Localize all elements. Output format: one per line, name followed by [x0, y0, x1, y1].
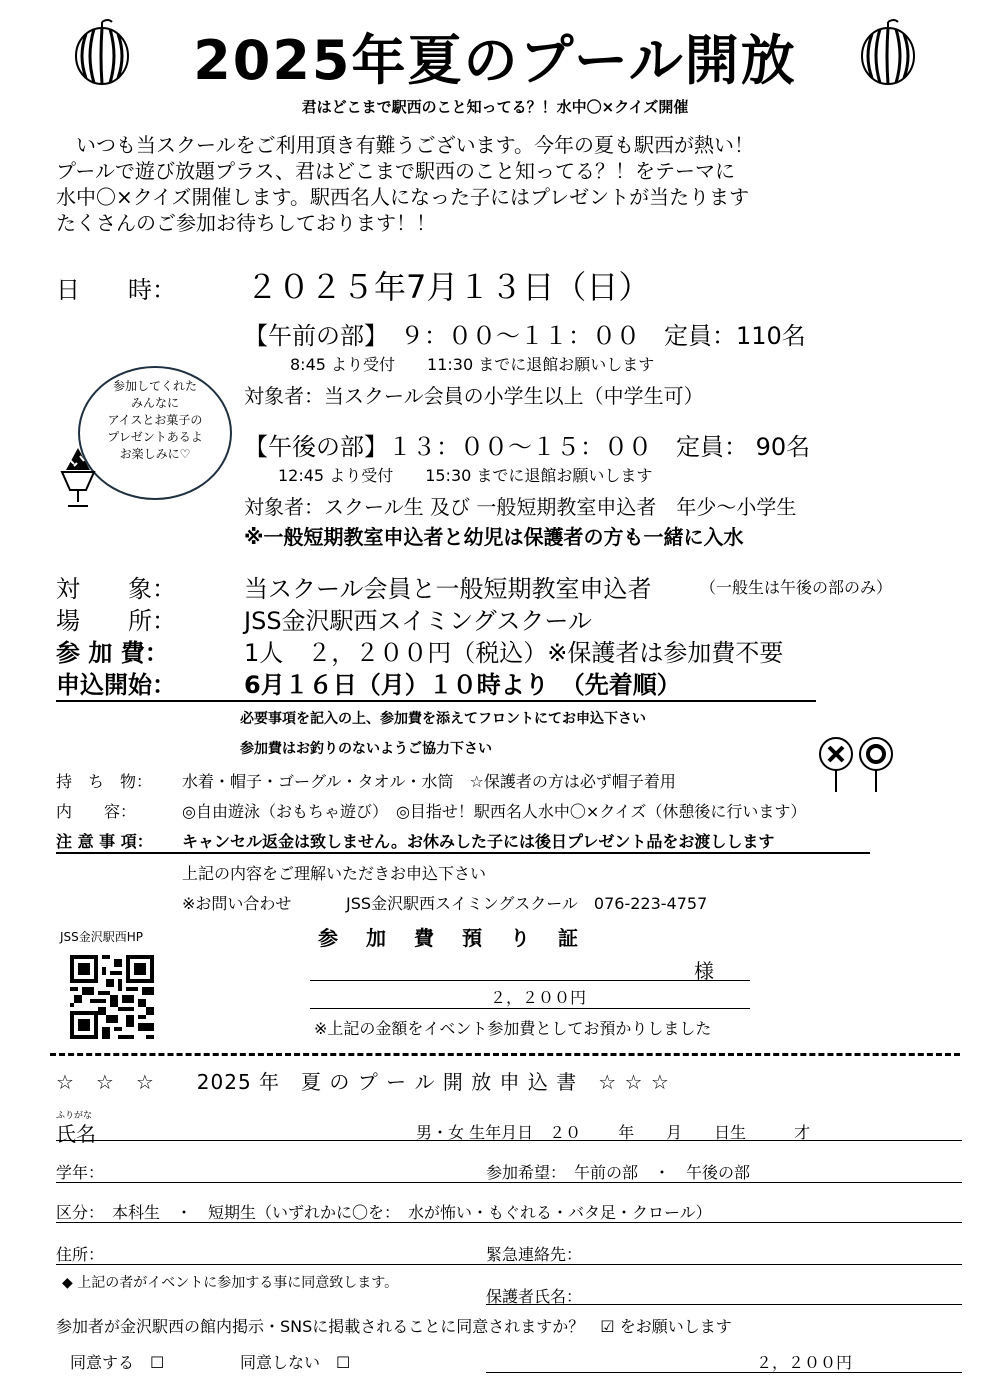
- consent-event: ◆ 上記の者がイベントに参加する事に同意致します。: [62, 1275, 399, 1291]
- bubble-line: みんなに: [130, 396, 179, 410]
- morning-target: 対象者：当スクール会員の小学生以上（中学生可）: [244, 384, 704, 408]
- cut-line: [50, 1053, 960, 1056]
- grade-line[interactable]: [56, 1182, 962, 1183]
- present-bubble: [78, 366, 232, 500]
- application-start: [56, 665, 816, 702]
- bubble-line: 参加してくれた: [112, 379, 197, 393]
- start-value: 6月１６日（月）１０時より （先着順）: [244, 671, 681, 699]
- disagree-checkbox[interactable]: 同意しない ☐: [240, 1353, 351, 1372]
- form-title: ☆ ☆ ☆ 2025 年 夏 の プ ー ル 開 放 申 込 書 ☆ ☆ ☆: [56, 1070, 670, 1094]
- contact-value: JSS金沢駅西スイミングスクール 076-223-4757: [346, 894, 708, 913]
- place-value: JSS金沢駅西スイミングスクール: [244, 607, 592, 635]
- gender-birth: 男・女 生年月日 ２０ 年 月 日生 才: [416, 1123, 811, 1142]
- participation-choice[interactable]: 参加希望： 午前の部 ・ 午後の部: [486, 1163, 751, 1182]
- target-value: 当スクール会員と一般短期教室申込者: [244, 575, 652, 603]
- caution-value: キャンセル返金は致しません。お休みした子には後日プレゼント品をお渡しします: [182, 832, 775, 851]
- bring-label: 持 ち 物：: [56, 772, 153, 791]
- intro-line: 水中〇×クイズ開催します。駅西名人になった子にはプレゼントが当たります: [56, 185, 750, 209]
- afternoon-title: 【午後の部】１３：００～１５：００ 定員： 90名: [244, 433, 811, 461]
- page-title: 2025年夏のプール開放: [193, 29, 797, 92]
- morning-title: 【午前の部】 ９：００～１１：００ 定員：110名: [244, 322, 806, 350]
- hp-label: JSS金沢駅西HP: [60, 930, 144, 944]
- amount-line: [486, 1372, 962, 1373]
- quiz-marker-icon: [816, 736, 896, 794]
- name-line[interactable]: [56, 1140, 962, 1141]
- intro-line: いつも当スクールをご利用頂き有難うございます。今年の夏も駅西が熱い！: [56, 133, 754, 157]
- form-amount: ２，２００円: [756, 1353, 853, 1372]
- receipt-amount: ２，２００円: [490, 988, 587, 1007]
- intro-line: たくさんのご参加お待ちしております！！: [56, 211, 436, 235]
- content-label: 内 容：: [56, 802, 137, 821]
- receipt-note: ※上記の金額をイベント参加費としてお預かりしました: [314, 1019, 712, 1038]
- category-choice[interactable]: 区分： 本科生 ・ 短期生（いずれかに〇を： 水が怖い・もぐれる・バタ足・クロール）: [56, 1203, 712, 1222]
- intro-line: プールで遊び放題プラス、君はどこまで駅西のこと知ってる？！をテーマに: [56, 159, 735, 183]
- bubble-line: お楽しみに♡: [119, 447, 191, 461]
- note-change: 参加費はお釣りのないようご協力下さい: [240, 741, 492, 757]
- place-label: 場 所：: [56, 607, 176, 635]
- caution: [56, 829, 870, 854]
- furigana-label: ふりがな: [56, 1111, 93, 1121]
- guardian-label: 保護者氏名：: [486, 1287, 583, 1306]
- page-subtitle: 君はどこまで駅西のこと知ってる？！水中〇×クイズ開催: [301, 98, 689, 116]
- receipt-name-line: [310, 980, 750, 981]
- afternoon-target: 対象者：スクール生 及び 一般短期教室申込者 年少～小学生: [244, 495, 797, 519]
- note-apply: 必要事項を記入の上、参加費を添えてフロントにてお申込下さい: [240, 711, 646, 727]
- bring-value: 水着・帽子・ゴーグル・タオル・水筒 ☆保護者の方は必ず帽子着用: [182, 772, 676, 791]
- qr-code[interactable]: [70, 955, 154, 1039]
- start-label: 申込開始：: [56, 671, 176, 699]
- agree-checkbox[interactable]: 同意する ☐: [70, 1353, 165, 1372]
- afternoon-reception: 12:45 より受付 15:30 までに退館お願いします: [278, 466, 653, 485]
- bubble-line: アイスとお菓子の: [107, 413, 203, 427]
- target-label: 対 象：: [56, 575, 176, 603]
- contact-label: ※お問い合わせ: [182, 894, 292, 913]
- receipt-sama: 様: [694, 959, 714, 983]
- afternoon-note: ※一般短期教室申込者と幼児は保護者の方も一緒に入水: [244, 525, 744, 549]
- address-label: 住所：: [56, 1245, 105, 1264]
- sns-question: 参加者が金沢駅西の館内掲示・SNSに掲載されることに同意されますか？ ☑ をお願いします: [56, 1317, 732, 1336]
- target-note: （一般生は午後の部のみ）: [700, 578, 893, 597]
- category-line: [56, 1222, 962, 1223]
- shaved-ice-icon: [58, 444, 98, 514]
- caution-label: 注 意 事 項：: [56, 832, 153, 851]
- intro-text: [56, 132, 754, 236]
- date-label: 日 時：: [56, 276, 176, 304]
- morning-reception: 8:45 より受付 11:30 までに退館お願いします: [290, 355, 655, 374]
- fee-label: 参 加 費：: [56, 639, 169, 667]
- name-label: 氏名: [56, 1122, 96, 1146]
- receipt-title: 参 加 費 預 り 証: [318, 926, 582, 950]
- guardian-line[interactable]: [486, 1304, 962, 1305]
- address-line[interactable]: [56, 1264, 962, 1265]
- receipt-amount-line: [310, 1008, 750, 1009]
- content-value: ◎自由遊泳（おもちゃ遊び） ◎目指せ！駅西名人水中〇×クイズ（休憩後に行います）: [182, 802, 807, 821]
- event-date: ２０２５年7月１３日（日）: [246, 268, 651, 306]
- fee-value: 1人 ２，２００円（税込）※保護者は参加費不要: [244, 639, 784, 667]
- understand-note: 上記の内容をご理解いただきお申込下さい: [182, 864, 487, 883]
- grade-label: 学年：: [56, 1163, 105, 1182]
- bubble-line: プレゼントあるよ: [107, 430, 203, 444]
- emergency-label: 緊急連絡先：: [486, 1245, 583, 1264]
